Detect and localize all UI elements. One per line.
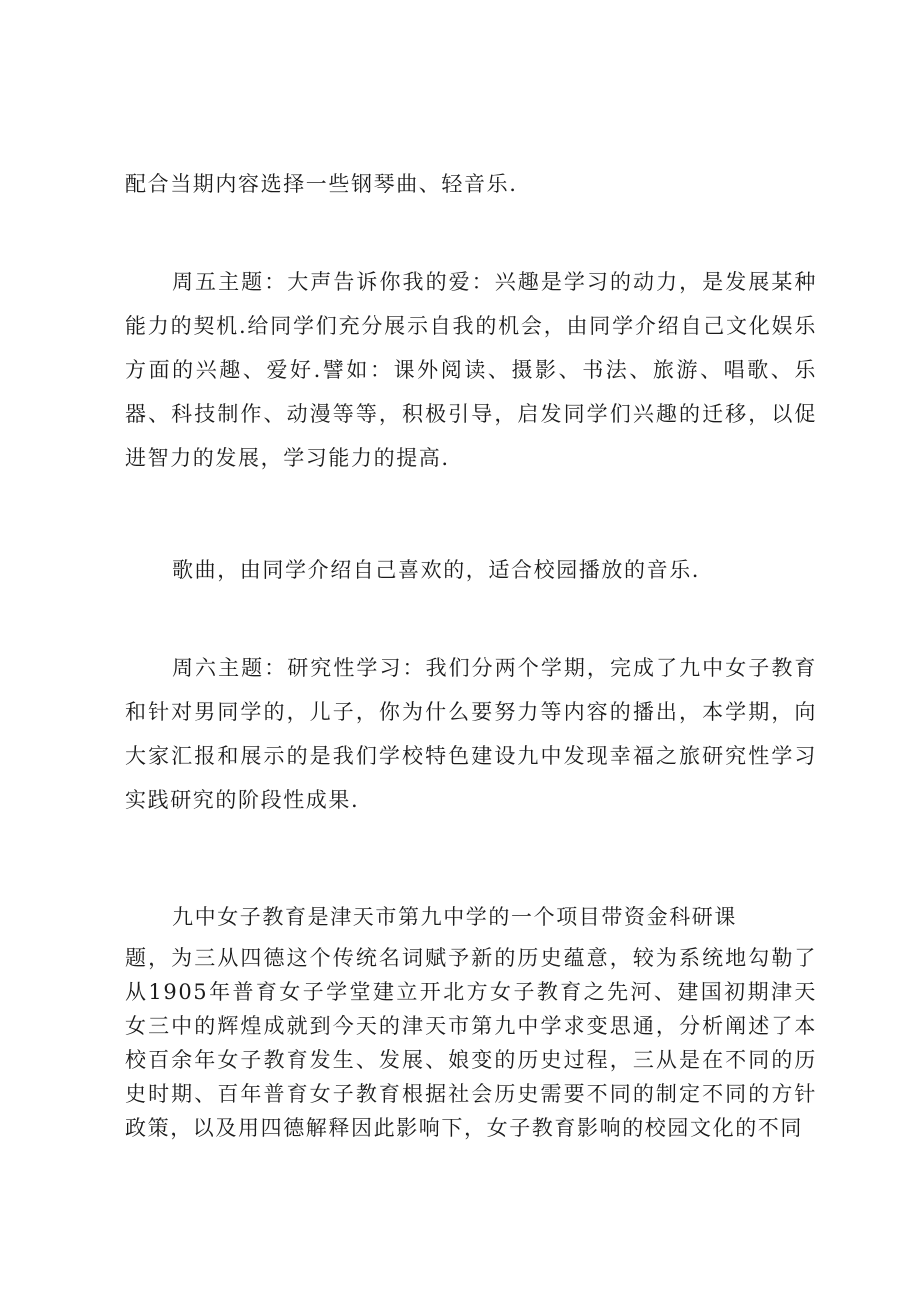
paragraph-research-intro: 九中女子教育是津天市第九中学的一个项目带资金科研课 bbox=[172, 905, 737, 929]
paragraph-research-body: 题，为三从四德这个传统名词赋予新的历史蕴意，较为系统地勾勒了从1905年普育女子学堂建立开北方女子教育之先河、建国初期津天女三中的辉煌成就到今天的津天市第九中学求变思通，分析阐述了本校百余年女子教育发生、发展、娘变的历史过程，三从是在不同的历史时期、百年普育女子教育根据社会历史需要不同的制定不同的方针政策，以及用四德解释因此影响下，女子教育影响的校园文化的不同 bbox=[125, 946, 817, 1140]
paragraph-friday-theme: 周五主题：大声告诉你我的爱：兴趣是学习的动力，是发展某种能力的契机.给同学们充分展示自我的机会，由同学介绍自己文化娱乐方面的兴趣、爱好.譬如：课外阅读、摄影、书法、旅游、唱歌、乐器、科技制作、动漫等等，积极引导，启发同学们兴趣的迁移，以促进智力的发展，学习能力的提高. bbox=[125, 270, 817, 470]
paragraph-music-selection: 配合当期内容选择一些钢琴曲、轻音乐. bbox=[125, 172, 518, 196]
paragraph-songs: 歌曲，由同学介绍自己喜欢的，适合校园播放的音乐. bbox=[172, 558, 701, 582]
paragraph-saturday-theme: 周六主题：研究性学习：我们分两个学期，完成了九中女子教育和针对男同学的，儿子，你为什么要努力等内容的播出，本学期，向大家汇报和展示的是我们学校特色建设九中发现幸福之旅研究性学习实践研究的阶段性成果. bbox=[125, 656, 817, 812]
